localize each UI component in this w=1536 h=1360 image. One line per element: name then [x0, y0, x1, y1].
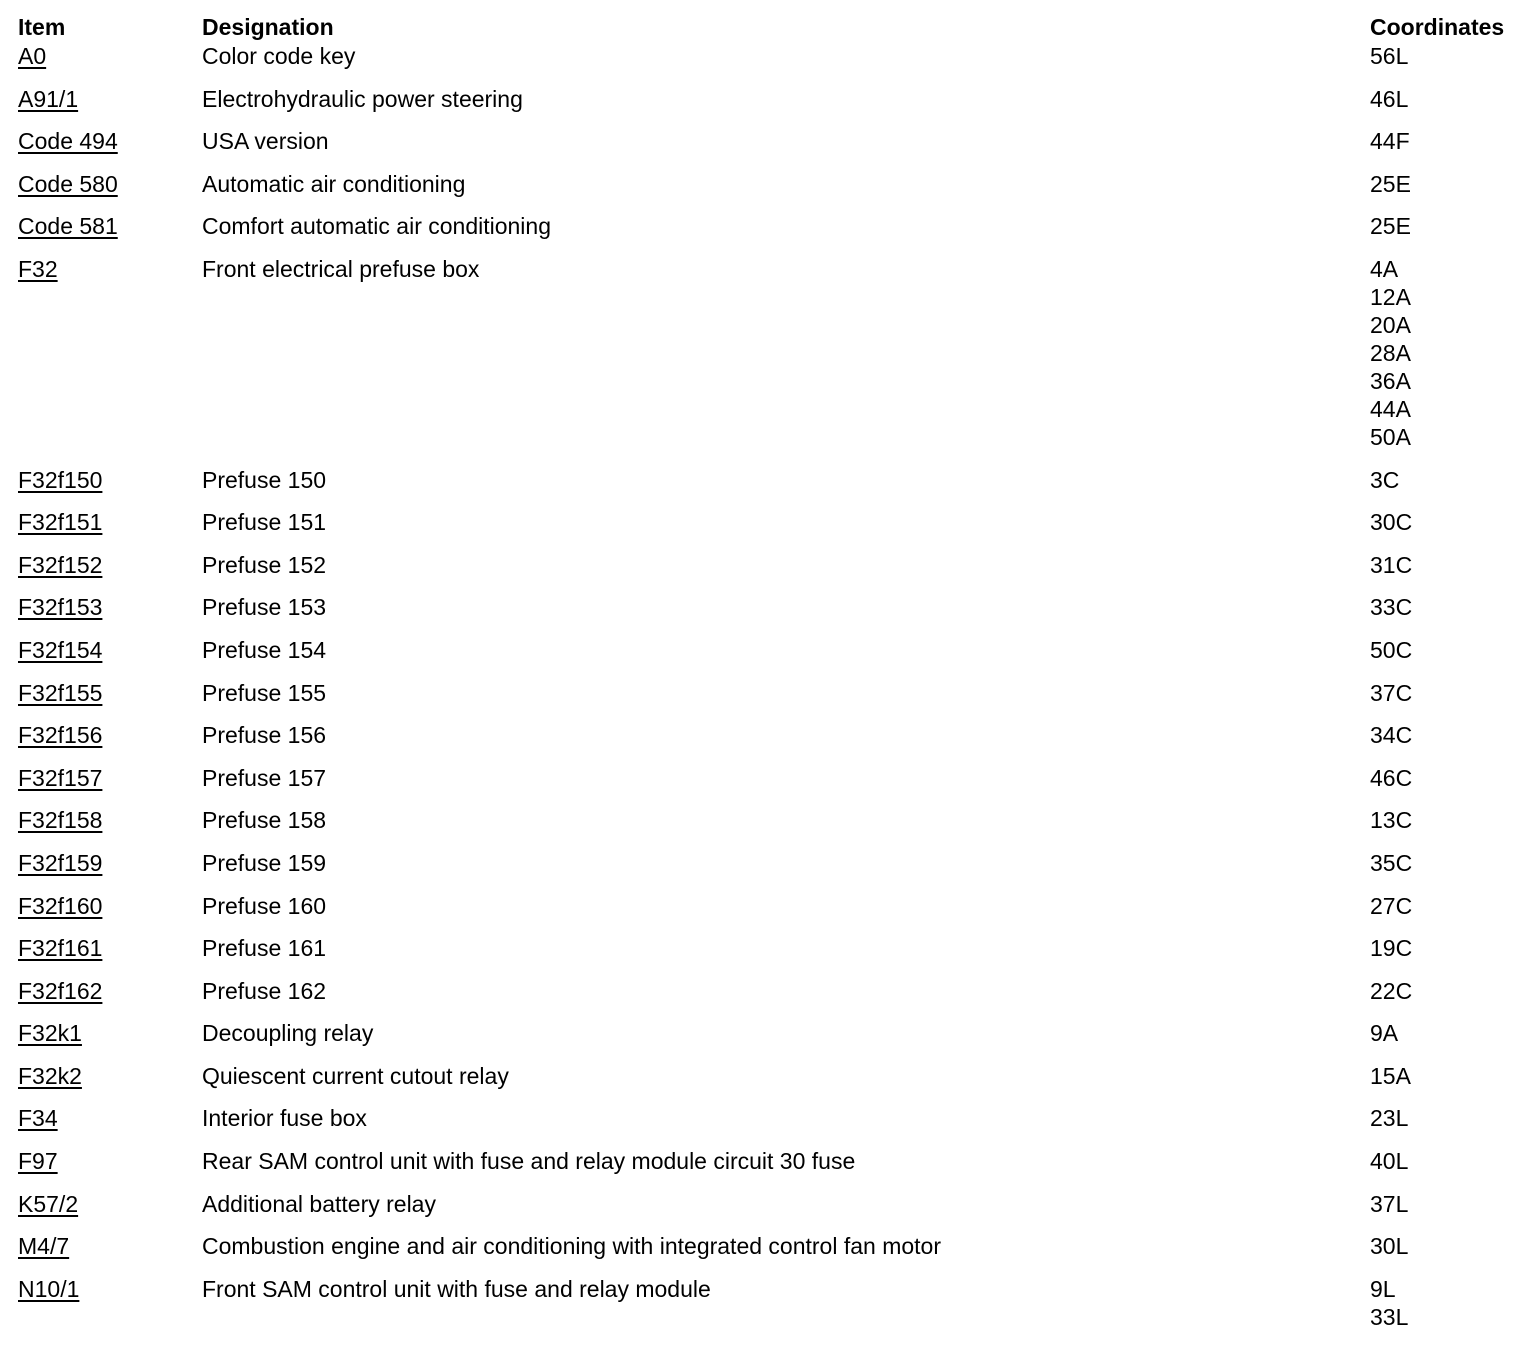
designation-cell: Prefuse 150: [202, 466, 327, 493]
item-cell: [0, 508, 202, 536]
coordinate-value: 3C: [1370, 466, 1400, 493]
item-cell: [0, 806, 202, 834]
item-cell: [0, 212, 202, 240]
coordinate-value: 25E: [1370, 213, 1411, 240]
designation-cell: Rear SAM control unit with fuse and relay module circuit 30 fuse: [202, 1148, 856, 1175]
table-row: [0, 255, 1536, 466]
coordinates-cell: [1370, 593, 1412, 621]
coordinates-cell: [1370, 1147, 1408, 1175]
header-coordinates: Coordinates: [1370, 14, 1505, 40]
coordinates-cell: [1370, 892, 1412, 920]
table-row: [0, 764, 1536, 807]
table-row: [0, 1019, 1536, 1062]
item-cell: [0, 551, 202, 579]
coordinates-cell: [1370, 212, 1411, 240]
header-item: Item: [18, 14, 66, 40]
coordinates-cell: [1370, 85, 1408, 113]
coordinates-cell: [1370, 977, 1412, 1005]
item-cell: [0, 892, 202, 920]
coordinate-value: 9A: [1370, 1020, 1399, 1047]
table-row: [0, 170, 1536, 213]
item-cell: [0, 934, 202, 962]
item-cell: [0, 1232, 202, 1260]
coordinates-cell: [1370, 636, 1412, 664]
item-link[interactable]: F32f153: [18, 594, 103, 621]
designation-cell: Prefuse 151: [202, 509, 327, 536]
table-row: [0, 934, 1536, 977]
coordinate-value: 4A: [1370, 255, 1399, 282]
coordinates-cell: [1370, 1104, 1408, 1132]
item-link[interactable]: F32f151: [18, 509, 103, 536]
item-link[interactable]: N10/1: [18, 1275, 80, 1302]
coordinates-cell: [1370, 170, 1411, 198]
coordinates-cell: [1370, 1190, 1408, 1218]
item-link[interactable]: F32f157: [18, 764, 103, 791]
item-cell: [0, 721, 202, 749]
coordinate-value: 33C: [1370, 594, 1413, 621]
table-row: [0, 593, 1536, 636]
table-row: [0, 508, 1536, 551]
table-row: [0, 679, 1536, 722]
item-cell: [0, 85, 202, 113]
coordinate-value: 56L: [1370, 43, 1409, 69]
item-cell: [0, 127, 202, 155]
coordinate-value: 44F: [1370, 128, 1410, 155]
table-row: [0, 636, 1536, 679]
table-row: [0, 1147, 1536, 1190]
item-link[interactable]: F97: [18, 1148, 58, 1175]
coordinate-value: 37L: [1370, 1190, 1409, 1217]
item-cell: [0, 1190, 202, 1218]
coordinate-value: 27C: [1370, 892, 1413, 919]
item-cell: [0, 170, 202, 198]
designation-cell: Comfort automatic air conditioning: [202, 213, 551, 240]
coordinates-cell: [1370, 849, 1412, 877]
coordinate-value: 20A: [1370, 311, 1411, 338]
item-link[interactable]: A91/1: [18, 85, 79, 112]
designation-cell: Prefuse 155: [202, 679, 327, 706]
table-row: [0, 721, 1536, 764]
designation-cell: Electrohydraulic power steering: [202, 85, 523, 112]
coordinate-value: 40L: [1370, 1148, 1409, 1175]
coordinate-value: 12A: [1370, 283, 1411, 310]
designation-cell: Color code key: [202, 43, 356, 69]
item-link[interactable]: F32f156: [18, 722, 103, 749]
item-link[interactable]: F32: [18, 255, 58, 282]
coordinate-value: 44A: [1370, 395, 1411, 422]
item-link[interactable]: Code 580: [18, 170, 118, 197]
designation-cell: Prefuse 160: [202, 892, 327, 919]
coordinates-cell: [1370, 42, 1408, 70]
item-link[interactable]: F32f162: [18, 977, 103, 1004]
table-row: [0, 212, 1536, 255]
designation-cell: Prefuse 162: [202, 977, 327, 1004]
table-row: [0, 1232, 1536, 1275]
coordinate-value: 37C: [1370, 679, 1413, 706]
designation-cell: USA version: [202, 128, 329, 155]
item-link[interactable]: F32f152: [18, 551, 103, 578]
coordinate-value: 33L: [1370, 1303, 1409, 1330]
item-cell: [0, 1019, 202, 1047]
designation-cell: Interior fuse box: [202, 1105, 367, 1132]
designation-cell: Combustion engine and air conditioning with integrated control fan motor: [202, 1233, 941, 1260]
item-link[interactable]: F32f161: [18, 935, 103, 962]
table-row: [0, 849, 1536, 892]
table-header: [0, 0, 1536, 42]
designation-cell: Prefuse 156: [202, 722, 327, 749]
designation-cell: Prefuse 161: [202, 935, 327, 962]
coordinate-value: 15A: [1370, 1062, 1411, 1089]
coordinate-value: 23L: [1370, 1105, 1409, 1132]
designation-cell: Additional battery relay: [202, 1190, 436, 1217]
coordinates-cell: [1370, 1275, 1408, 1331]
item-link[interactable]: Code 581: [18, 213, 118, 240]
item-cell: [0, 593, 202, 621]
coordinates-cell: [1370, 551, 1412, 579]
item-link[interactable]: F32f159: [18, 849, 103, 876]
coordinate-value: 30C: [1370, 509, 1413, 536]
item-cell: [0, 466, 202, 494]
item-link[interactable]: F32k2: [18, 1062, 82, 1089]
item-cell: [0, 849, 202, 877]
coordinates-cell: [1370, 466, 1399, 494]
item-link[interactable]: F32f154: [18, 636, 103, 663]
coordinates-cell: [1370, 127, 1410, 155]
coordinates-cell: [1370, 1019, 1398, 1047]
item-cell: [0, 1147, 202, 1175]
item-cell: [0, 679, 202, 707]
table-row: [0, 1275, 1536, 1346]
coordinate-value: 50C: [1370, 636, 1413, 663]
item-cell: [0, 636, 202, 664]
table-row: [0, 551, 1536, 594]
designation-cell: Prefuse 159: [202, 849, 327, 876]
table-row: [0, 977, 1536, 1020]
designation-cell: Automatic air conditioning: [202, 170, 466, 197]
coordinates-cell: [1370, 679, 1412, 707]
coordinate-value: 36A: [1370, 367, 1411, 394]
coordinate-value: 30L: [1370, 1233, 1409, 1260]
coordinates-cell: [1370, 1232, 1408, 1260]
item-link[interactable]: Code 494: [18, 128, 118, 155]
table-row: [0, 892, 1536, 935]
designation-cell: Decoupling relay: [202, 1020, 374, 1047]
item-cell: [0, 1275, 202, 1303]
coordinate-value: 34C: [1370, 722, 1413, 749]
item-link[interactable]: F32f150: [18, 466, 103, 493]
item-link[interactable]: F32f160: [18, 892, 103, 919]
coordinates-cell: [1370, 934, 1412, 962]
coordinate-value: 46L: [1370, 85, 1409, 112]
coordinate-value: 35C: [1370, 849, 1413, 876]
item-cell: [0, 1062, 202, 1090]
table-row: [0, 1104, 1536, 1147]
item-cell: [0, 255, 202, 283]
designation-cell: Prefuse 152: [202, 551, 327, 578]
coordinate-value: 25E: [1370, 170, 1411, 197]
coordinate-value: 50A: [1370, 423, 1411, 450]
item-cell: [0, 764, 202, 792]
item-cell: [0, 977, 202, 1005]
designation-cell: Prefuse 157: [202, 764, 327, 791]
table-row: [0, 85, 1536, 128]
designation-cell: Quiescent current cutout relay: [202, 1062, 509, 1089]
item-link[interactable]: M4/7: [18, 1233, 70, 1260]
item-link[interactable]: F32f158: [18, 807, 103, 834]
coordinate-value: 9L: [1370, 1275, 1396, 1302]
item-link[interactable]: A0: [18, 43, 47, 69]
coordinate-value: 13C: [1370, 807, 1413, 834]
item-cell: [0, 42, 202, 70]
item-cell: [0, 1104, 202, 1132]
coordinates-cell: [1370, 1062, 1411, 1090]
designation-cell: Prefuse 158: [202, 807, 327, 834]
table-row: [0, 806, 1536, 849]
coordinate-value: 28A: [1370, 339, 1411, 366]
designation-cell: Front electrical prefuse box: [202, 255, 480, 282]
coordinate-value: 46C: [1370, 764, 1413, 791]
coordinate-value: 22C: [1370, 977, 1413, 1004]
table-row: [0, 42, 1536, 85]
table-row: [0, 1062, 1536, 1105]
item-link[interactable]: F34: [18, 1105, 58, 1132]
table-row: [0, 127, 1536, 170]
designation-cell: Prefuse 153: [202, 594, 327, 621]
coordinates-cell: [1370, 764, 1412, 792]
coordinates-cell: [1370, 255, 1411, 451]
table-row: [0, 466, 1536, 509]
item-link[interactable]: F32f155: [18, 679, 103, 706]
table-body: [0, 42, 1536, 1345]
coordinate-value: 31C: [1370, 551, 1413, 578]
coordinates-cell: [1370, 508, 1412, 536]
item-link[interactable]: F32k1: [18, 1020, 82, 1047]
item-link[interactable]: K57/2: [18, 1190, 79, 1217]
designation-cell: Front SAM control unit with fuse and relay module: [202, 1275, 711, 1302]
designation-cell: Prefuse 154: [202, 636, 327, 663]
coordinate-value: 19C: [1370, 935, 1413, 962]
coordinates-cell: [1370, 721, 1412, 749]
table-row: [0, 1190, 1536, 1233]
coordinates-cell: [1370, 806, 1412, 834]
header-designation: Designation: [202, 14, 334, 40]
